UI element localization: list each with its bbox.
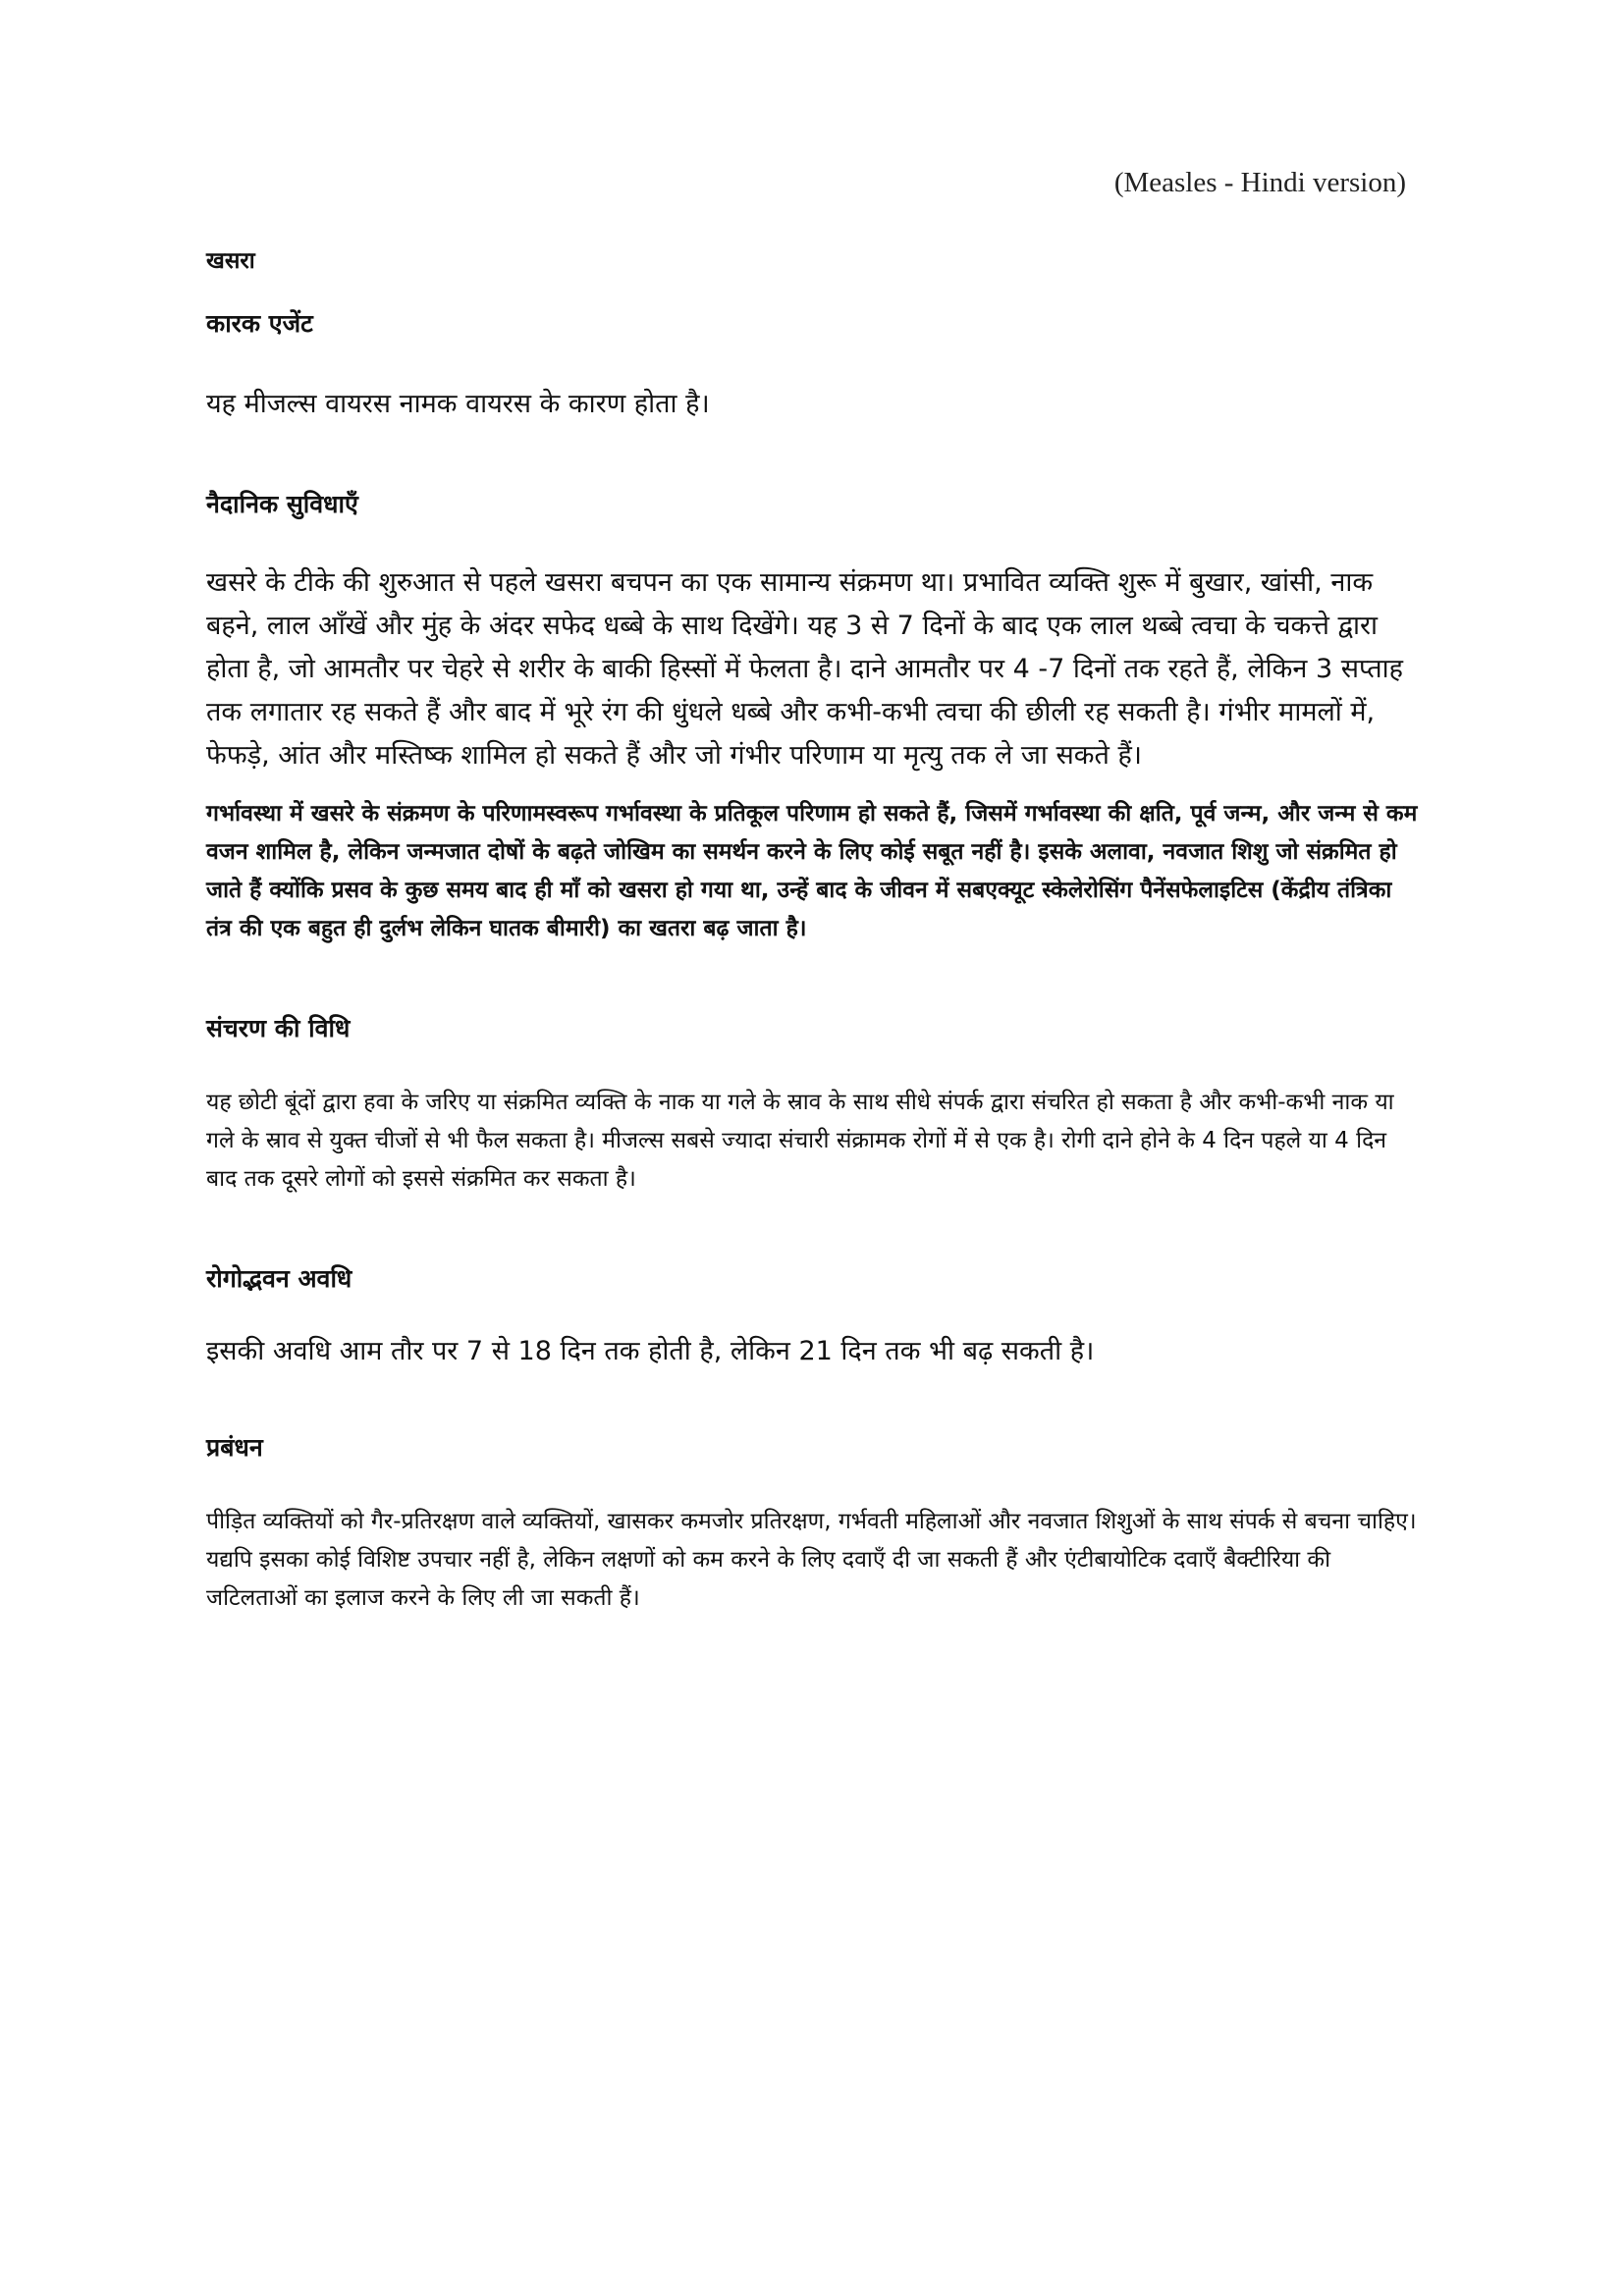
management-paragraph: पीड़ित व्यक्तियों को गैर-प्रतिरक्षण वाले व्यक्तियों, खासकर कमजोर प्रतिरक्षण, गर्भवती महिलाओं और नवजात शिशुओं के साथ संपर्क से बचना चाहिए। यद्यपि इसका कोई विशिष्ट उपचार नहीं है, लेकिन लक्षणों को कम करने के लिए दवाएँ दी जा सकती हैं और एंटीबायोटिक दवाएँ बैक्टीरिया की जटिलताओं का इलाज करने के लिए ली जा सकती हैं। (206, 1509, 1417, 1611)
clinical-features-paragraph: खसरे के टीके की शुरुआत से पहले खसरा बचपन का एक सामान्य संक्रमण था। प्रभावित व्यक्ति शुरू में बुखार, खांसी, नाक बहने, लाल आँखें और मुंह के अंदर सफेद धब्बे के साथ दिखेंगे। यह 3 से 7 दिनों के बाद एक लाल थब्बे त्वचा के चकत्ते द्वारा होता है, जो आमतौर पर चेहरे से शरीर के बाकी हिस्सों में फेलता है। दाने आमतौर पर 4 -7 दिनों तक रहते हैं, लेकिन 3 सप्ताह तक लगातार रह सकते हैं और बाद में भूरे रंग की धुंधले धब्बे और कभी-कभी त्वचा की छीली रह सकती है। गंभीर मामलों में, फेफड़े, आंत और मस्तिष्क शामिल हो सकते हैं और जो गंभीर परिणाम या मृत्यु तक ले जा सकते हैं। (206, 567, 1403, 771)
causative-agent-paragraph: यह मीजल्स वायरस नामक वायरस के कारण होता है। (206, 389, 710, 419)
transmission-paragraph: यह छोटी बूंदों द्वारा हवा के जरिए या संक्रमित व्यक्ति के नाक या गले के स्राव के साथ सीधे संपर्क द्वारा संचरित हो सकता है और कभी-कभी नाक या गले के स्राव से युक्त चीजों से भी फैल सकता है। मीजल्स सबसे ज्यादा संचारी संक्रामक रोगों में से एक है। रोगी दाने होने के 4 दिन पहले या 4 दिन बाद तक दूसरे लोगों को इससे संक्रमित कर सकता है। (206, 1090, 1394, 1192)
incubation-period-paragraph: इसकी अवधि आम तौर पर 7 से 18 दिन तक होती है, लेकिन 21 दिन तक भी बढ़ सकती है। (206, 1336, 1095, 1366)
section-heading-management: प्रबंधन (206, 1433, 263, 1462)
document-body (206, 243, 1424, 1618)
section-heading-causative-agent: कारक एजेंट (206, 309, 313, 338)
pregnancy-risk-paragraph: गर्भावस्था में खसरे के संक्रमण के परिणामस्वरूप गर्भावस्था के प्रतिकूल परिणाम हो सकते हैं, जिसमें गर्भावस्था की क्षति, पूर्व जन्म, और जन्म से कम वजन शामिल है, लेकिन जन्मजात दोषों के बढ़ते जोखिम का समर्थन करने के लिए कोई सबूत नहीं है। इसके अलावा, नवजात शिशु जो संक्रमित हो जाते हैं क्योंकि प्रसव के कुछ समय बाद ही माँ को खसरा हो गया था, उन्हें बाद के जीवन में सबएक्यूट स्केलेरोसिंग पैनेंसफेलाइटिस (केंद्रीय तंत्रिका तंत्र की एक बहुत ही दुर्लभ लेकिन घातक बीमारी) का खतरा बढ़ जाता है। (206, 801, 1418, 941)
version-note: (Measles - Hindi version) (1113, 167, 1406, 198)
document-title: खसरा (206, 248, 255, 274)
section-heading-incubation-period: रोगोद्भवन अवधि (206, 1264, 352, 1293)
section-heading-clinical-features: नैदानिक सुविधाएँ (206, 490, 358, 518)
section-heading-transmission: संचरण की विधि (206, 1014, 351, 1042)
